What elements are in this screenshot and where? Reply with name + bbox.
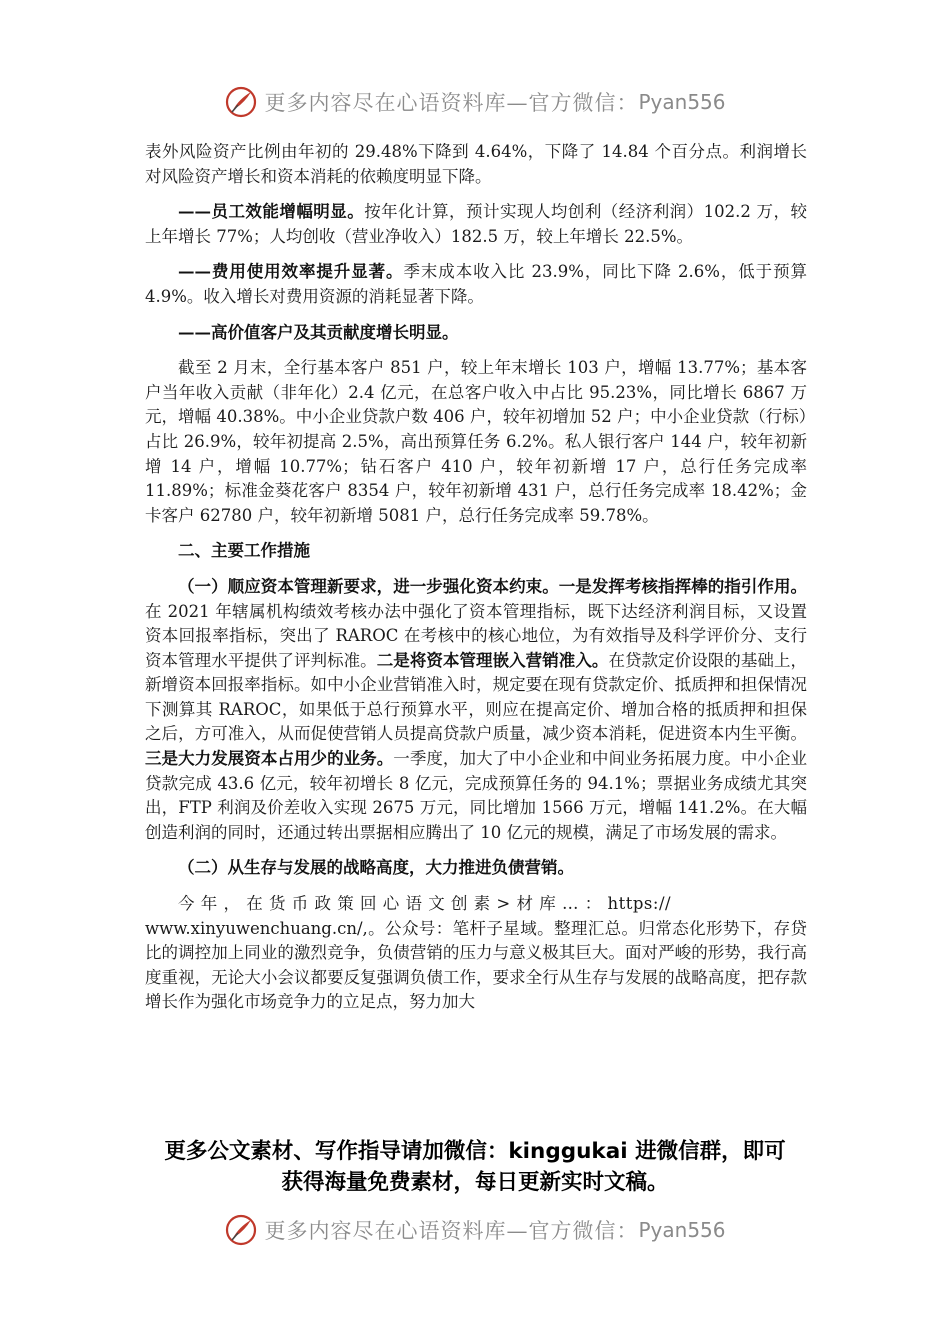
- bold-capital-3: 三是大力发展资本占用少的业务。: [145, 749, 394, 769]
- banner-wechat-id: Pyan556: [638, 90, 726, 114]
- bold-capital-2: 二是将资本管理嵌入营销准入。: [376, 650, 609, 670]
- text-staff: 按年化计算，预计实现人均创利（经济利润）102.2 万，较上年增长 77%；人均创收（营业净收入）182.5 万，较上年增长 22.5%。: [145, 202, 807, 246]
- ad-line-1: 更多公文素材、写作指导请加微信：kinggukai 进微信群，即可: [164, 1139, 786, 1164]
- bold-heading-cost: ——费用使用效率提升显著。: [178, 262, 404, 282]
- text-capital-2: 在贷款定价设限的基础上，新增资本回报率指标。如中小企业营销准入时，规定要在现有贷款定价、抵质押和担保情况下测算其 RAROC，如果低于总行预算水平，则应在提高定价、增加合格的抵质押和担保之后，方可准入，从而促使营销人员提高贷款户质量，减少资本消耗，促进资本内生平衡。: [145, 650, 808, 744]
- paragraph-risk-assets: 表外风险资产比例由年初的 29.48%下降到 4.64%，下降了 14.84 个百分点。利润增长对风险资产增长和资本消耗的依赖度明显下降。: [145, 142, 807, 186]
- bold-heading-clients: ——高价值客户及其贡献度增长明显。: [178, 322, 459, 342]
- wechat-ad-notice: [0, 1136, 950, 1198]
- paragraph-cost-efficiency: [145, 260, 807, 309]
- paragraph-liability-rest: www.xinyuwenchuang.cn/,。公众号：笔杆子星域。整理汇总。归常态化形势下，存贷比的调控加上同业的激烈竞争，负债营销的压力与意义极其巨大。面对严峻的形势，我行高度重视，无论大小会议都要反复强调负债工作，要求全行从生存与发展的战略高度，把存款增长作为强化市场竞争力的立足点，努力加大: [145, 918, 807, 1012]
- header-watermark-banner: [0, 82, 950, 122]
- section-title: 二、主要工作措施: [178, 541, 310, 561]
- quill-logo-icon: [224, 1213, 258, 1247]
- bold-liability: （二）从生存与发展的战略高度，大力推进负债营销。: [178, 858, 574, 878]
- paragraph-client-stats: 截至 2 月末，全行基本客户 851 户，较上年末增长 103 户，增幅 13.77%；基本客户当年收入贡献（非年化）2.4 亿元，在总客户收入中占比 95.23%，同比增长 6867 万元，增幅 40.38%。中小企业贷款户数 406 户，较年初增加 52 户；中小企业贷款（行标）占比 26.9%，较年初提高 2.5%，高出预算任务 6.2%。私人银行客户 144 户，较年初新增 14 户，增幅 10.77%；钻石客户 410 户，较年初新增 17 户，总行任务完成率 11.89%；标准金葵花客户 8354 户，较年初新增 431 户，总行任务完成率 18.42%；金卡客户 62780 户，较年初新增 5081 户，总行任务完成率 59.78%。: [145, 358, 807, 525]
- banner-text: 更多内容尽在心语资料库—官方微信：: [264, 1219, 639, 1243]
- subheading-liability-marketing: [145, 856, 807, 881]
- paragraph-capital-management: [145, 575, 807, 846]
- document-body: [145, 140, 807, 1015]
- bold-heading-staff: ——员工效能增幅明显。: [178, 202, 365, 222]
- section-heading-measures: [145, 539, 807, 564]
- banner-wechat-id: Pyan556: [638, 1218, 726, 1242]
- paragraph-high-value-heading: [145, 321, 807, 346]
- quill-logo-icon: [224, 85, 258, 119]
- bold-capital-1: （一）顺应资本管理新要求，进一步强化资本约束。一是发挥考核指挥棒的指引作用。: [178, 576, 807, 596]
- text-capital-1: 在 2021 年辖属机构绩效考核办法中强化了资本管理指标，既下达经济利润目标，又设置资本回报率指标，突出了 RAROC 在考核中的核心地位，为有效指导及科学评价分、支行资本管理水平提供了评判标准。: [145, 601, 807, 670]
- paragraph-liability-line1: 今 年 ， 在 货 币 政 策 回 心 语 文 创 素 > 材 库 … ： https://: [178, 894, 672, 914]
- footer-watermark-banner: [0, 1210, 950, 1250]
- text-cost: 季末成本收入比 23.9%，同比下降 2.6%，低于预算 4.9%。收入增长对费用资源的消耗显著下降。: [145, 262, 808, 306]
- ad-line-2: 获得海量免费素材，每日更新实时文稿。: [281, 1170, 669, 1195]
- text-capital-3: 一季度，加大了中小企业和中间业务拓展力度。中小企业贷款完成 43.6 亿元，较年初增长 8 亿元，完成预算任务的 94.1%；票据业务成绩尤其突出，FTP 利润及价差收入实现 2675 万元，同比增加 1566 万元，增幅 141.2%。在大幅创造利润的同时，还通过转出票据相应腾出了 10 亿元的规模，满足了市场发展的需求。: [145, 749, 808, 842]
- paragraph-staff-efficiency: [145, 200, 807, 249]
- banner-text: 更多内容尽在心语资料库—官方微信：: [264, 91, 639, 115]
